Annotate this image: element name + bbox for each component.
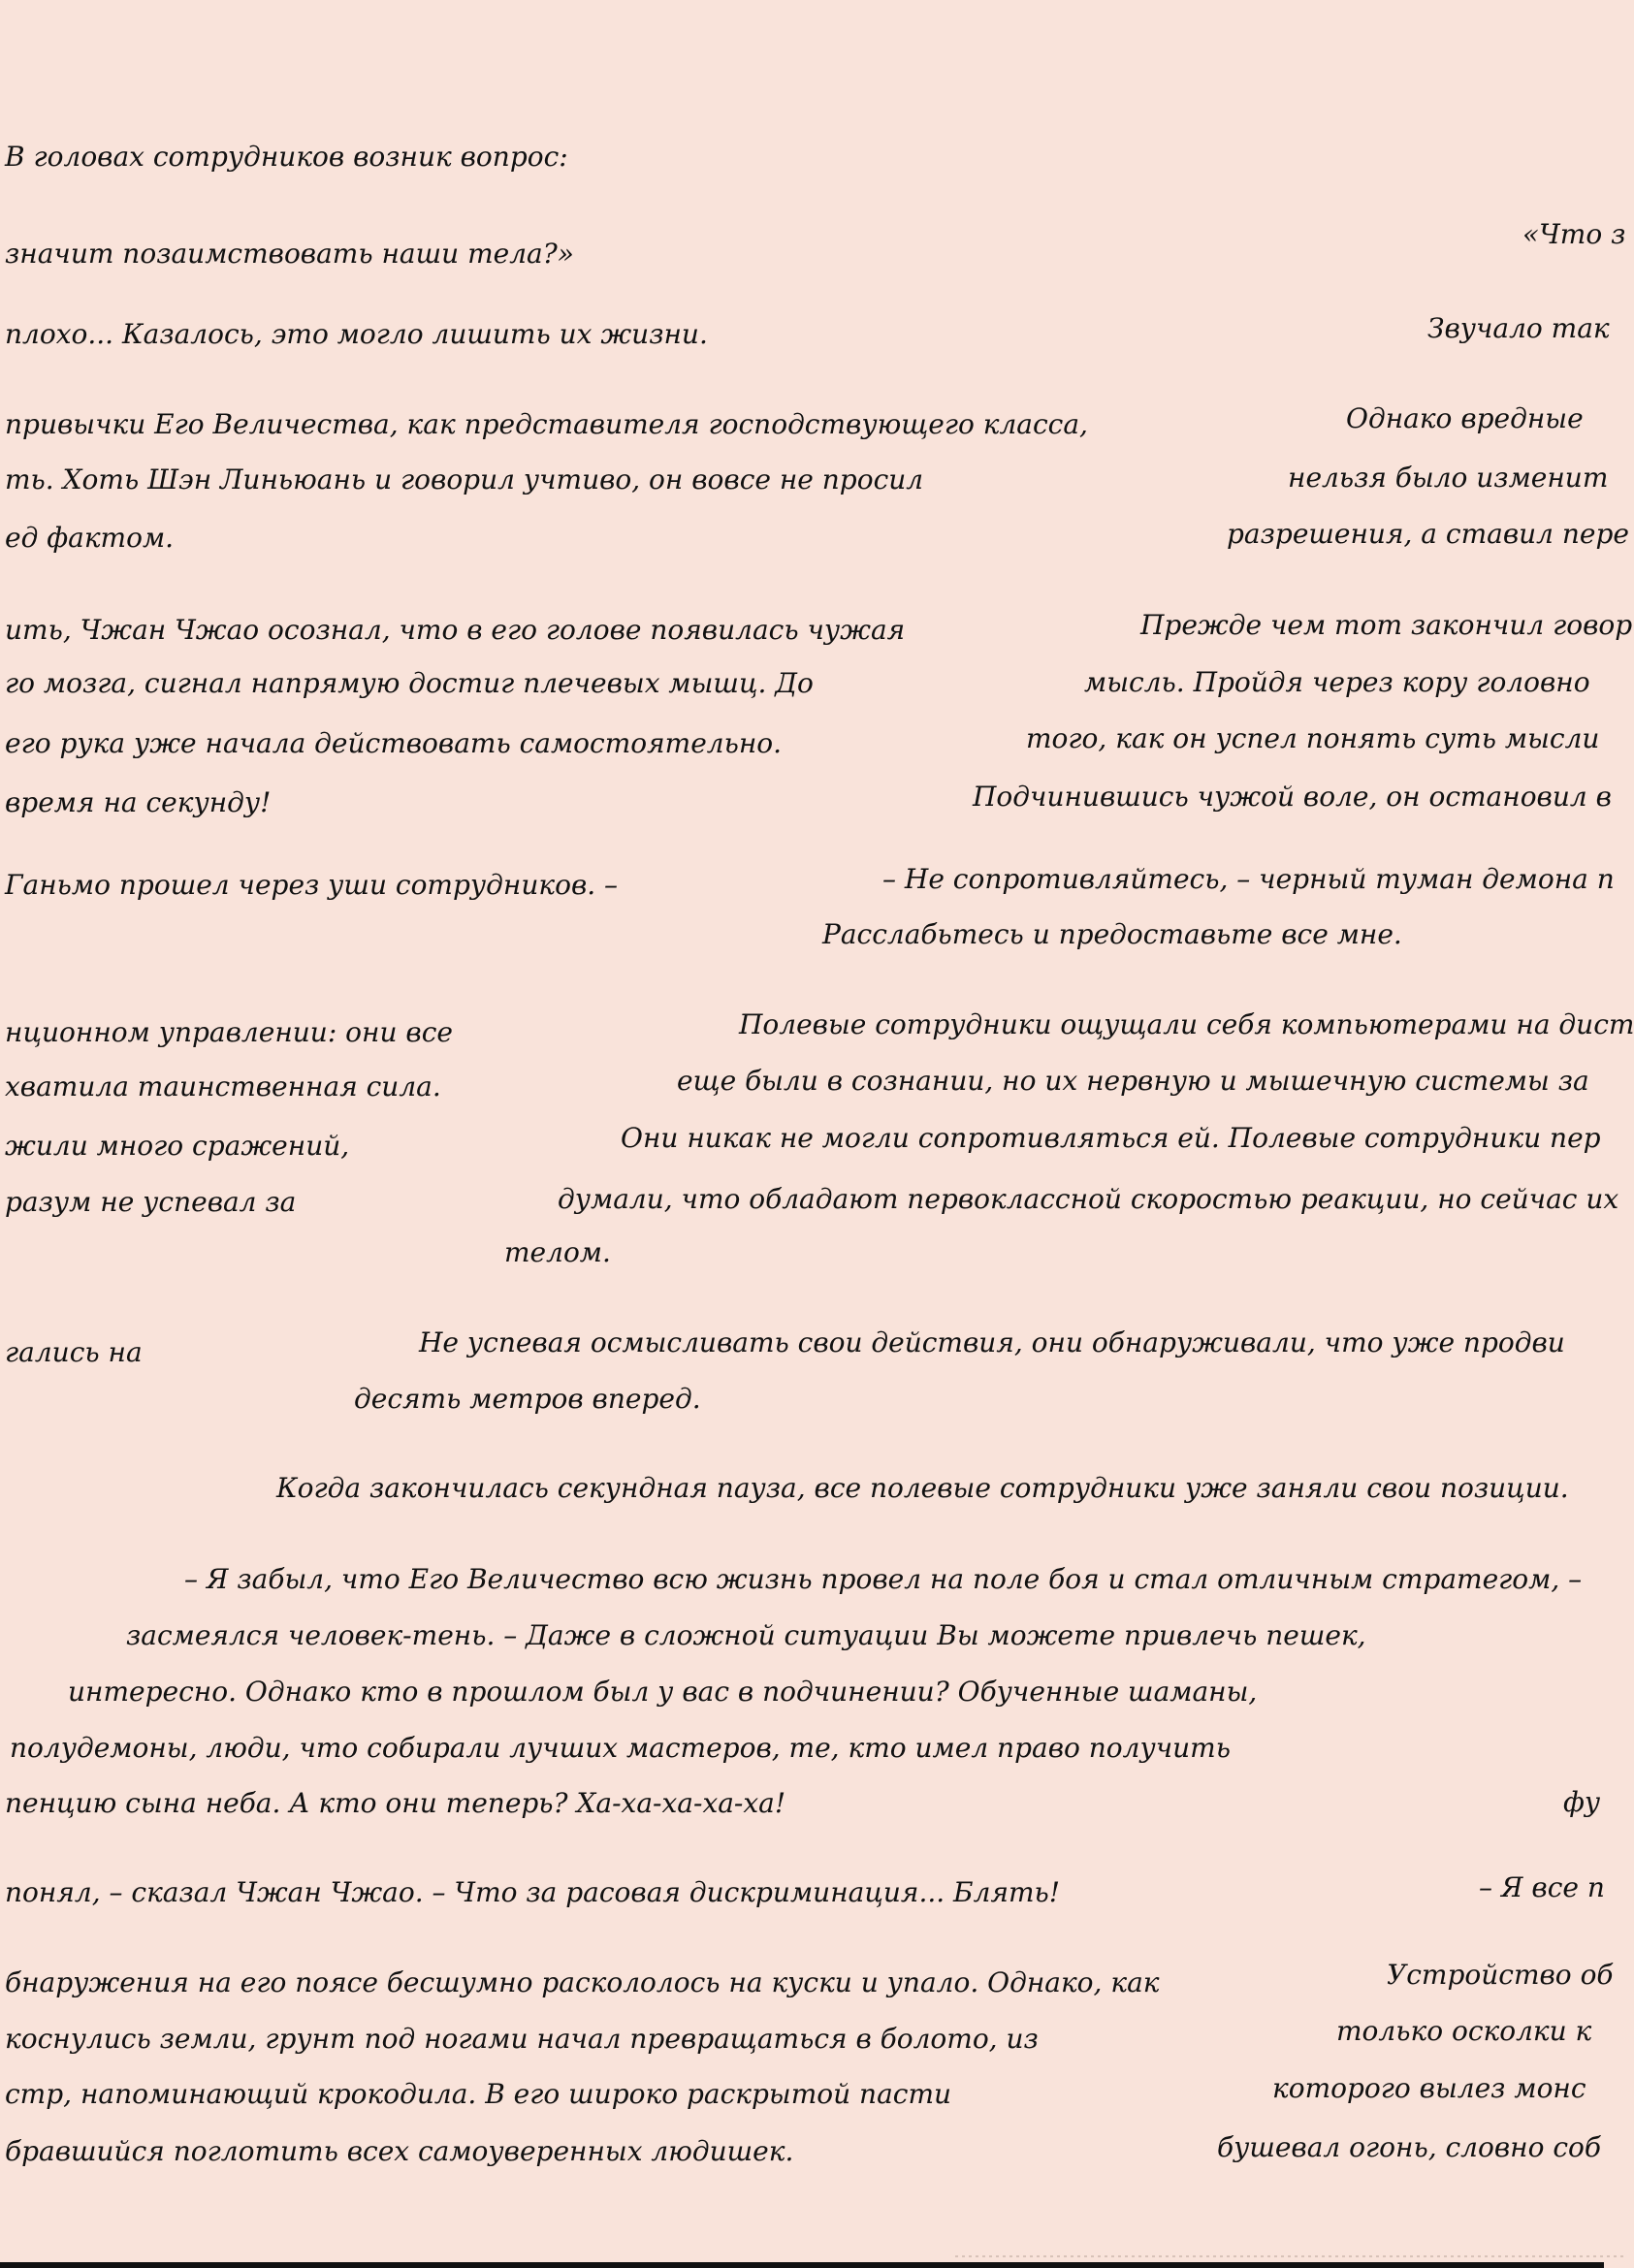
text-line: фу — [1563, 1786, 1601, 1818]
text-line: понял, – сказал Чжан Чжао. – Что за расовая дискриминация... Блять! — [5, 1876, 1061, 1908]
text-line: коснулись земли, грунт под ногами начал превращаться в болото, из — [5, 2023, 1039, 2055]
text-line: разум не успевал за — [5, 1186, 297, 1218]
text-line: Когда закончилась секундная пауза, все полевые сотрудники уже заняли свои позиции. — [276, 1472, 1569, 1504]
text-line: Полевые сотрудники ощущали себя компьютерами на дист — [739, 1008, 1634, 1040]
text-line: нельзя было изменит — [1288, 462, 1609, 494]
text-line: Однако вредные — [1346, 402, 1584, 434]
text-line: телом. — [504, 1236, 611, 1268]
text-line: Устройство об — [1387, 1959, 1614, 1991]
text-line: значит позаимствовать наши тела?» — [5, 238, 574, 270]
text-line: засмеялся человек-тень. – Даже в сложной ситуации Вы можете привлечь пешек, — [126, 1619, 1366, 1651]
text-line: мысль. Пройдя через кору головно — [1084, 666, 1590, 698]
text-line: стр, напоминающий крокодила. В его широко раскрытой пасти — [5, 2078, 952, 2110]
text-line: того, как он успел понять суть мысли — [1026, 722, 1600, 754]
text-line: Подчинившись чужой воле, он остановил в — [973, 781, 1612, 813]
text-line: В головах сотрудников возник вопрос: — [5, 141, 568, 173]
text-line: пенцию сына неба. А кто они теперь? Ха-ха-ха-ха-ха! — [5, 1787, 786, 1819]
text-line: еще были в сознании, но их нервную и мышечную системы за — [677, 1065, 1589, 1097]
text-line: Звучало так — [1427, 312, 1610, 344]
text-line: хватила таинственная сила. — [5, 1070, 441, 1102]
text-line: только осколки к — [1336, 2015, 1592, 2047]
text-line: разрешения, а ставил пере — [1227, 518, 1629, 550]
text-line: его рука уже начала действовать самостоятельно. — [5, 727, 783, 759]
text-line: Прежде чем тот закончил говор — [1140, 609, 1633, 641]
text-line: ить, Чжан Чжао осознал, что в его голове появилась чужая — [5, 614, 906, 646]
text-line: которого вылез монс — [1272, 2072, 1586, 2104]
text-line: думали, что обладают первоклассной скоростью реакции, но сейчас их — [558, 1183, 1619, 1215]
text-line: десять метров вперед. — [354, 1383, 701, 1415]
text-line: полудемоны, люди, что собирали лучших мастеров, те, кто имел право получить — [10, 1732, 1231, 1764]
text-line: время на секунду! — [5, 786, 272, 818]
text-line: привычки Его Величества, как представителя господствующего класса, — [5, 408, 1088, 440]
text-line: Ганьмо прошел через уши сотрудников. – — [5, 869, 619, 901]
text-line: бнаружения на его поясе бесшумно раскололось на куски и упало. Однако, как — [5, 1966, 1160, 1998]
page-bottom-dotted-line — [955, 2255, 1624, 2257]
text-line: бушевал огонь, словно соб — [1217, 2131, 1601, 2163]
text-line: Не успевая осмысливать свои действия, они обнаруживали, что уже продви — [419, 1326, 1565, 1358]
text-line: гались на — [5, 1336, 143, 1368]
text-line: – Я забыл, что Его Величество всю жизнь провел на поле боя и стал отличным стратегом, – — [184, 1563, 1583, 1595]
text-line: ед фактом. — [5, 522, 175, 554]
text-line: Они никак не могли сопротивляться ей. Полевые сотрудники пер — [621, 1122, 1601, 1154]
text-line: – Я все п — [1479, 1871, 1605, 1903]
text-line: Расслабьтесь и предоставьте все мне. — [822, 918, 1402, 950]
text-line: ть. Хоть Шэн Линьюань и говорил учтиво, он вовсе не просил — [5, 463, 924, 495]
text-line: го мозга, сигнал напрямую достиг плечевых мышц. До — [5, 667, 814, 699]
text-line: интересно. Однако кто в прошлом был у вас в подчинении? Обученные шаманы, — [68, 1676, 1258, 1708]
text-line: жили много сражений, — [5, 1130, 350, 1162]
text-line: бравшийся поглотить всех самоуверенных людишек. — [5, 2135, 794, 2167]
text-line: плохо... Казалось, это могло лишить их жизни. — [5, 318, 708, 350]
page-bottom-border — [0, 2262, 1604, 2268]
text-line: нционном управлении: они все — [5, 1016, 453, 1048]
text-line: – Не сопротивляйтесь, – черный туман демона п — [882, 863, 1615, 895]
text-line: «Что з — [1522, 218, 1626, 250]
